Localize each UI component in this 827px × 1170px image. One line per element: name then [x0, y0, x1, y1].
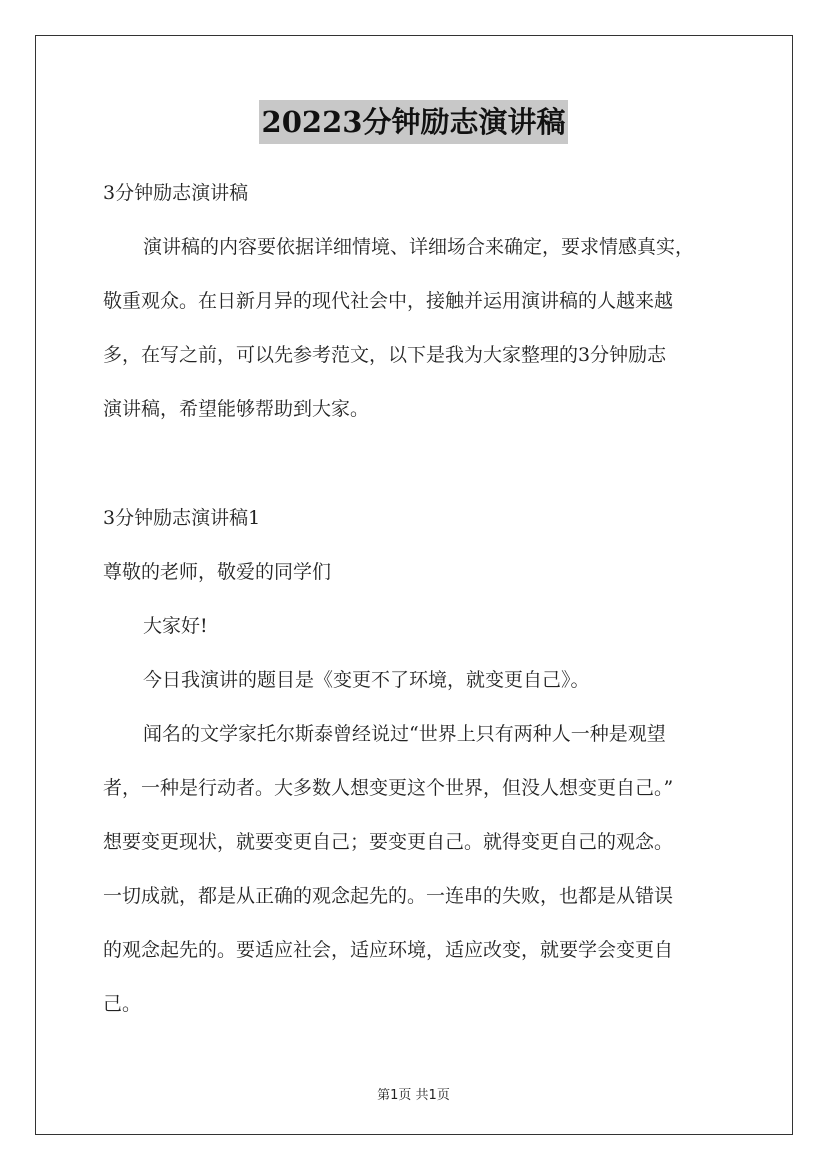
intro-line: 多，在写之前，可以先参考范文，以下是我为大家整理的3分钟励志 [103, 344, 667, 366]
subtitle: 3分钟励志演讲稿 [103, 182, 249, 204]
body-line: 己。 [103, 993, 142, 1015]
body-line: 者，一种是行动者。大多数人想变更这个世界，但没人想变更自己。” [103, 777, 674, 799]
title-container [0, 100, 827, 144]
body-line: 想要变更现状，就要变更自己；要变更自己。就得变更自己的观念。 [103, 831, 674, 853]
intro-line: 敬重观众。在日新月异的现代社会中，接触并运用演讲稿的人越来越 [103, 290, 674, 312]
intro-line: 演讲稿的内容要依据详细情境、详细场合来确定，要求情感真实， [143, 236, 695, 258]
greeting: 大家好! [143, 615, 208, 637]
body-line: 一切成就，都是从正确的观念起先的。一连串的失败，也都是从错误 [103, 885, 674, 907]
topic-line: 今日我演讲的题目是《变更不了环境，就变更自己》。 [143, 669, 590, 691]
page-footer [0, 1084, 827, 1103]
salutation: 尊敬的老师，敬爱的同学们 [103, 561, 332, 583]
page-number: 第1页 共1页 [377, 1088, 450, 1103]
body-line: 闻名的文学家托尔斯泰曾经说过“世界上只有两种人一种是观望 [143, 723, 666, 745]
document-title: 20223分钟励志演讲稿 [259, 100, 569, 144]
section-heading: 3分钟励志演讲稿1 [103, 507, 261, 529]
intro-line: 演讲稿，希望能够帮助到大家。 [103, 398, 370, 420]
body-line: 的观念起先的。要适应社会，适应环境，适应改变，就要学会变更自 [103, 939, 674, 961]
